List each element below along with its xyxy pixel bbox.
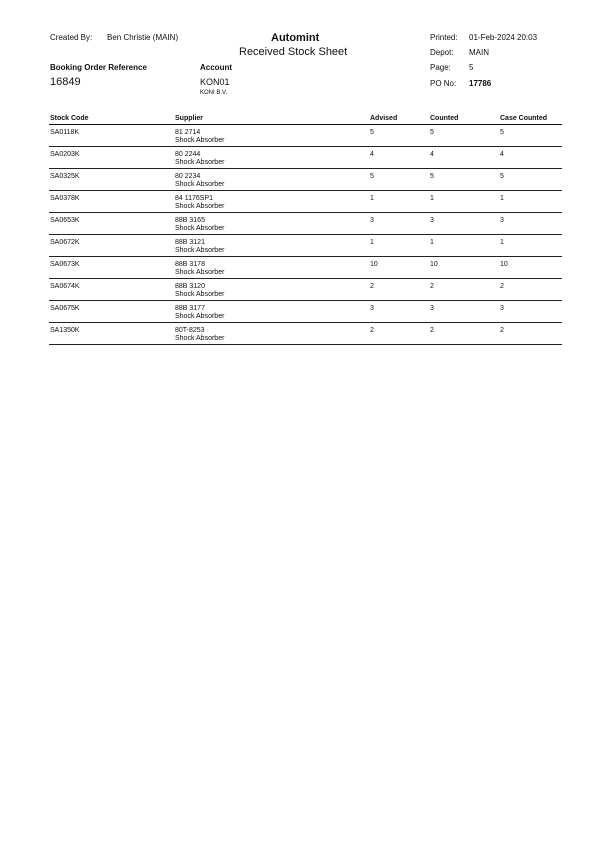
case-counted-cell: 5 bbox=[500, 129, 504, 136]
advised-cell: 5 bbox=[370, 173, 374, 180]
supplier-code-cell: 88B 3120 bbox=[175, 283, 205, 290]
counted-cell: 10 bbox=[430, 261, 438, 268]
stock-code-cell: SA0325K bbox=[50, 173, 80, 180]
counted-cell: 4 bbox=[430, 151, 434, 158]
printed-label: Printed: bbox=[430, 33, 458, 42]
company-name: Automint bbox=[271, 32, 320, 44]
advised-cell: 10 bbox=[370, 261, 378, 268]
description-cell: Shock Absorber bbox=[175, 291, 225, 298]
advised-cell: 3 bbox=[370, 305, 374, 312]
account-code: KON01 bbox=[200, 77, 230, 87]
stock-code-cell: SA0674K bbox=[50, 283, 80, 290]
table-row bbox=[0, 282, 595, 304]
supplier-code-cell: 80 2234 bbox=[175, 173, 201, 180]
description-cell: Shock Absorber bbox=[175, 159, 225, 166]
advised-cell: 3 bbox=[370, 217, 374, 224]
row-rule bbox=[49, 190, 562, 191]
depot-value: MAIN bbox=[469, 48, 489, 57]
row-rule bbox=[49, 234, 562, 235]
case-counted-cell: 1 bbox=[500, 239, 504, 246]
description-cell: Shock Absorber bbox=[175, 269, 225, 276]
advised-cell: 2 bbox=[370, 327, 374, 334]
supplier-code-cell: 84 1176SP1 bbox=[175, 195, 214, 202]
case-counted-cell: 1 bbox=[500, 195, 504, 202]
advised-cell: 4 bbox=[370, 151, 374, 158]
row-rule bbox=[49, 256, 562, 257]
po-value: 17786 bbox=[469, 79, 492, 88]
advised-cell: 5 bbox=[370, 129, 374, 136]
account-name: KONI B.V. bbox=[200, 90, 228, 96]
row-rule bbox=[49, 300, 562, 301]
stock-code-cell: SA1350K bbox=[50, 327, 80, 334]
created-by-value: Ben Christie (MAIN) bbox=[107, 33, 179, 42]
counted-cell: 1 bbox=[430, 195, 434, 202]
row-rule bbox=[49, 278, 562, 279]
col-supplier: Supplier bbox=[175, 115, 204, 122]
table-row bbox=[0, 238, 595, 260]
row-rule bbox=[49, 344, 562, 345]
case-counted-cell: 3 bbox=[500, 305, 504, 312]
description-cell: Shock Absorber bbox=[175, 225, 225, 232]
printed-value: 01-Feb-2024 20:03 bbox=[469, 33, 538, 42]
col-stock-code: Stock Code bbox=[50, 115, 89, 122]
counted-cell: 2 bbox=[430, 327, 434, 334]
report-title: Received Stock Sheet bbox=[239, 46, 348, 58]
stock-code-cell: SA0672K bbox=[50, 239, 80, 246]
supplier-code-cell: 80T-8253 bbox=[175, 327, 205, 334]
stock-code-cell: SA0653K bbox=[50, 217, 80, 224]
description-cell: Shock Absorber bbox=[175, 313, 225, 320]
depot-label: Depot: bbox=[430, 48, 454, 57]
table-row bbox=[0, 260, 595, 282]
stock-code-cell: SA0118K bbox=[50, 129, 80, 136]
account-label: Account bbox=[200, 63, 232, 72]
booking-ref-label: Booking Order Reference bbox=[50, 63, 147, 72]
case-counted-cell: 2 bbox=[500, 283, 504, 290]
col-counted: Counted bbox=[430, 115, 459, 122]
case-counted-cell: 4 bbox=[500, 151, 504, 158]
table-row bbox=[0, 194, 595, 216]
supplier-code-cell: 88B 3178 bbox=[175, 261, 205, 268]
col-advised: Advised bbox=[370, 115, 398, 122]
counted-cell: 5 bbox=[430, 173, 434, 180]
supplier-code-cell: 88B 3177 bbox=[175, 305, 205, 312]
case-counted-cell: 2 bbox=[500, 327, 504, 334]
table-row bbox=[0, 150, 595, 172]
col-case-counted: Case Counted bbox=[500, 115, 548, 122]
counted-cell: 2 bbox=[430, 283, 434, 290]
po-label: PO No: bbox=[430, 79, 457, 88]
stock-code-cell: SA0378K bbox=[50, 195, 80, 202]
table-row bbox=[0, 304, 595, 326]
created-by-label: Created By: bbox=[50, 33, 93, 42]
row-rule bbox=[49, 322, 562, 323]
row-rule bbox=[49, 146, 562, 147]
header-rule bbox=[49, 124, 562, 125]
page-value: 5 bbox=[469, 63, 474, 72]
description-cell: Shock Absorber bbox=[175, 181, 225, 188]
stock-code-cell: SA0203K bbox=[50, 151, 80, 158]
page-label: Page: bbox=[430, 63, 451, 72]
booking-ref-value: 16849 bbox=[50, 76, 81, 88]
supplier-code-cell: 80 2244 bbox=[175, 151, 201, 158]
table-row bbox=[0, 326, 595, 348]
counted-cell: 1 bbox=[430, 239, 434, 246]
row-rule bbox=[49, 168, 562, 169]
table-row bbox=[0, 216, 595, 238]
description-cell: Shock Absorber bbox=[175, 335, 225, 342]
advised-cell: 2 bbox=[370, 283, 374, 290]
advised-cell: 1 bbox=[370, 195, 374, 202]
case-counted-cell: 10 bbox=[500, 261, 508, 268]
supplier-code-cell: 88B 3165 bbox=[175, 217, 205, 224]
row-rule bbox=[49, 212, 562, 213]
table-row bbox=[0, 172, 595, 194]
description-cell: Shock Absorber bbox=[175, 137, 225, 144]
case-counted-cell: 5 bbox=[500, 173, 504, 180]
counted-cell: 3 bbox=[430, 217, 434, 224]
supplier-code-cell: 81 2714 bbox=[175, 129, 201, 136]
stock-code-cell: SA0675K bbox=[50, 305, 80, 312]
case-counted-cell: 3 bbox=[500, 217, 504, 224]
stock-code-cell: SA0673K bbox=[50, 261, 80, 268]
advised-cell: 1 bbox=[370, 239, 374, 246]
counted-cell: 3 bbox=[430, 305, 434, 312]
table-row bbox=[0, 128, 595, 150]
description-cell: Shock Absorber bbox=[175, 203, 225, 210]
supplier-code-cell: 88B 3121 bbox=[175, 239, 205, 246]
counted-cell: 5 bbox=[430, 129, 434, 136]
description-cell: Shock Absorber bbox=[175, 247, 225, 254]
